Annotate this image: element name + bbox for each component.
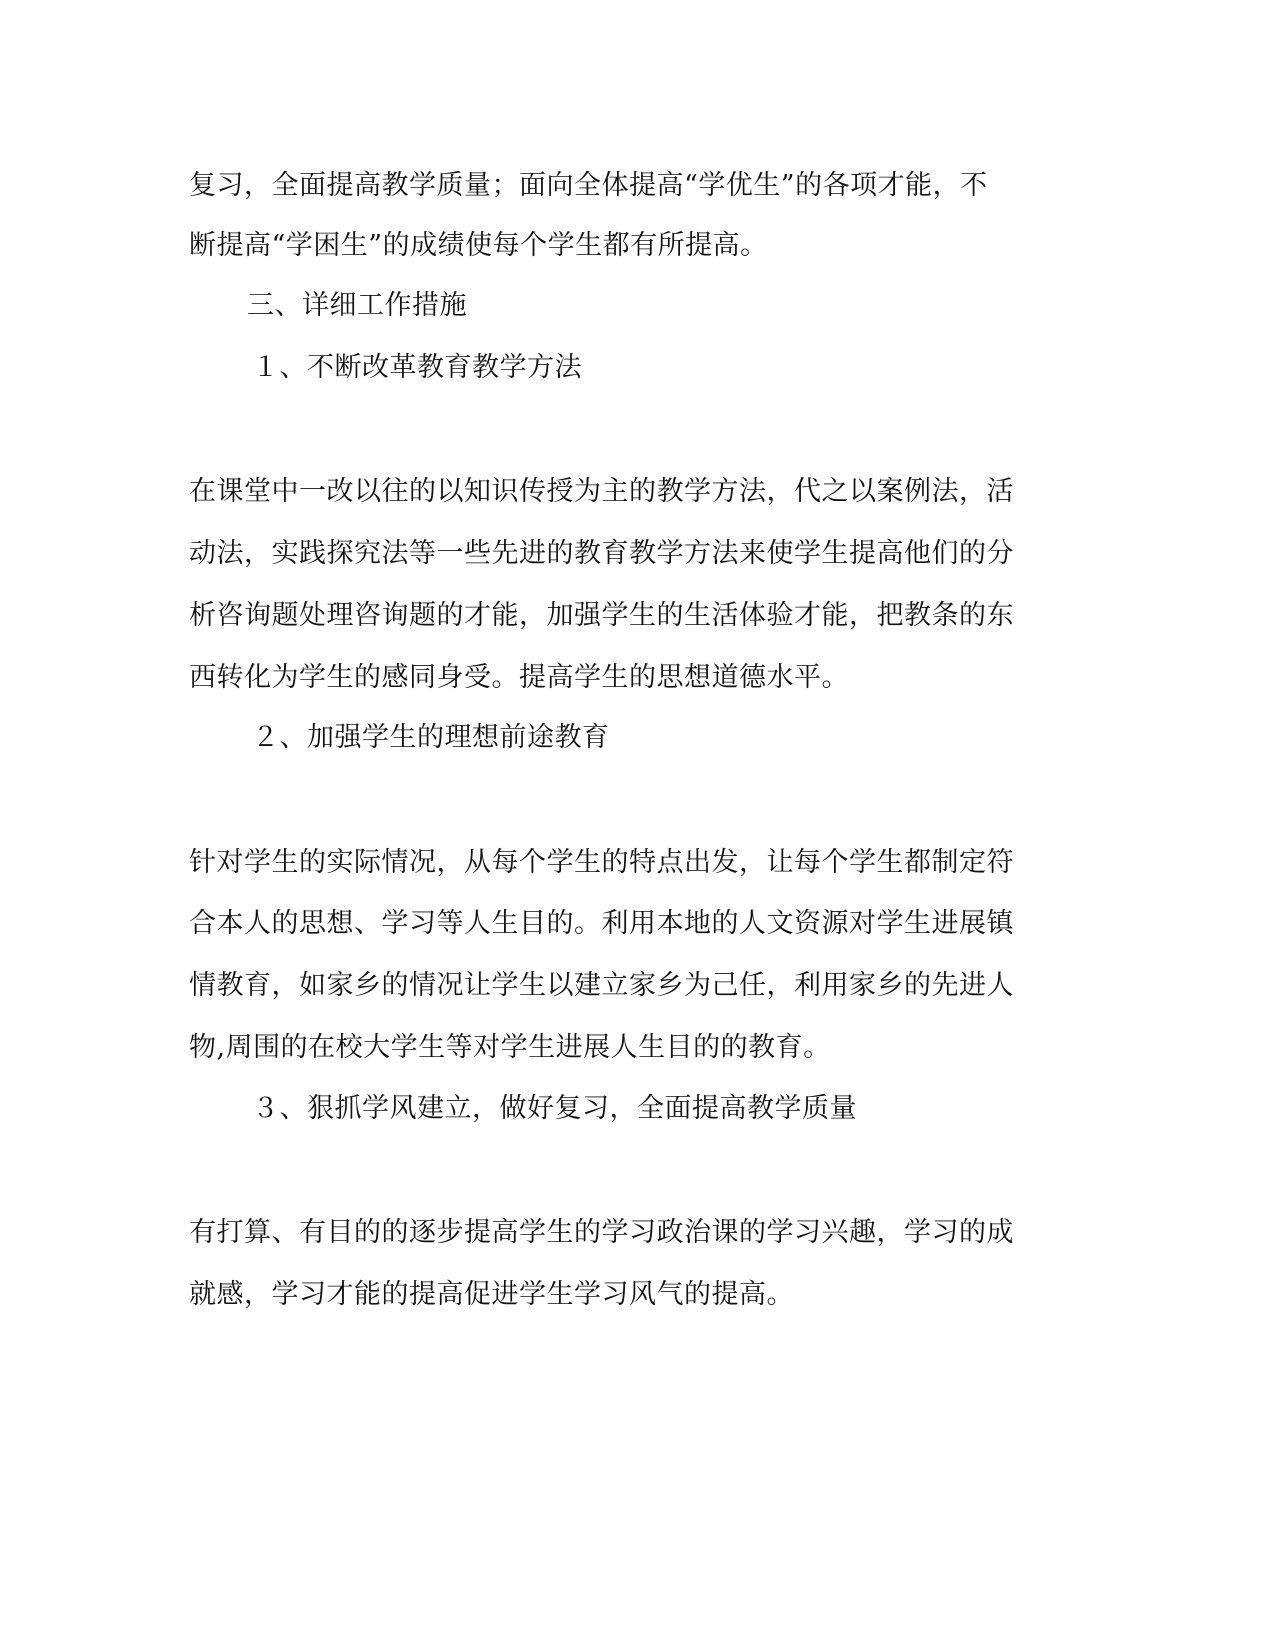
body-line: 物,周围的在校大学生等对学生进展人生目的的教育。 [189, 1032, 831, 1063]
body-line: 有打算、有目的的逐步提高学生的学习政治课的学习兴趣，学习的成 [189, 1217, 1014, 1248]
subsection-heading: １、不断改革教育教学方法 [252, 352, 582, 383]
body-line: 西转化为学生的感同身受。提高学生的思想道德水平。 [189, 662, 849, 693]
body-line: 动法，实践探究法等一些先进的教育教学方法来使学生提高他们的分 [189, 538, 1014, 569]
section-heading: 三、详细工作措施 [247, 290, 467, 321]
body-line: 就感，学习才能的提高促进学生学习风气的提高。 [189, 1279, 794, 1310]
body-line: 在课堂中一改以往的以知识传授为主的教学方法，代之以案例法，活 [189, 476, 1014, 507]
body-line: 复习，全面提高教学质量；面向全体提高“学优生”的各项才能，不 [189, 170, 988, 201]
body-line: 针对学生的实际情况，从每个学生的特点出发，让每个学生都制定符 [189, 847, 1014, 878]
body-line: 析咨询题处理咨询题的才能，加强学生的生活体验才能，把教条的东 [189, 600, 1014, 631]
body-line: 断提高“学困生”的成绩使每个学生都有所提高。 [189, 230, 768, 261]
body-line: 情教育，如家乡的情况让学生以建立家乡为己任，利用家乡的先进人 [189, 970, 1014, 1001]
body-line: 合本人的思想、学习等人生目的。利用本地的人文资源对学生进展镇 [189, 908, 1014, 939]
subsection-heading: ３、狠抓学风建立，做好复习，全面提高教学质量 [252, 1093, 857, 1124]
subsection-heading: ２、加强学生的理想前途教育 [252, 722, 610, 753]
